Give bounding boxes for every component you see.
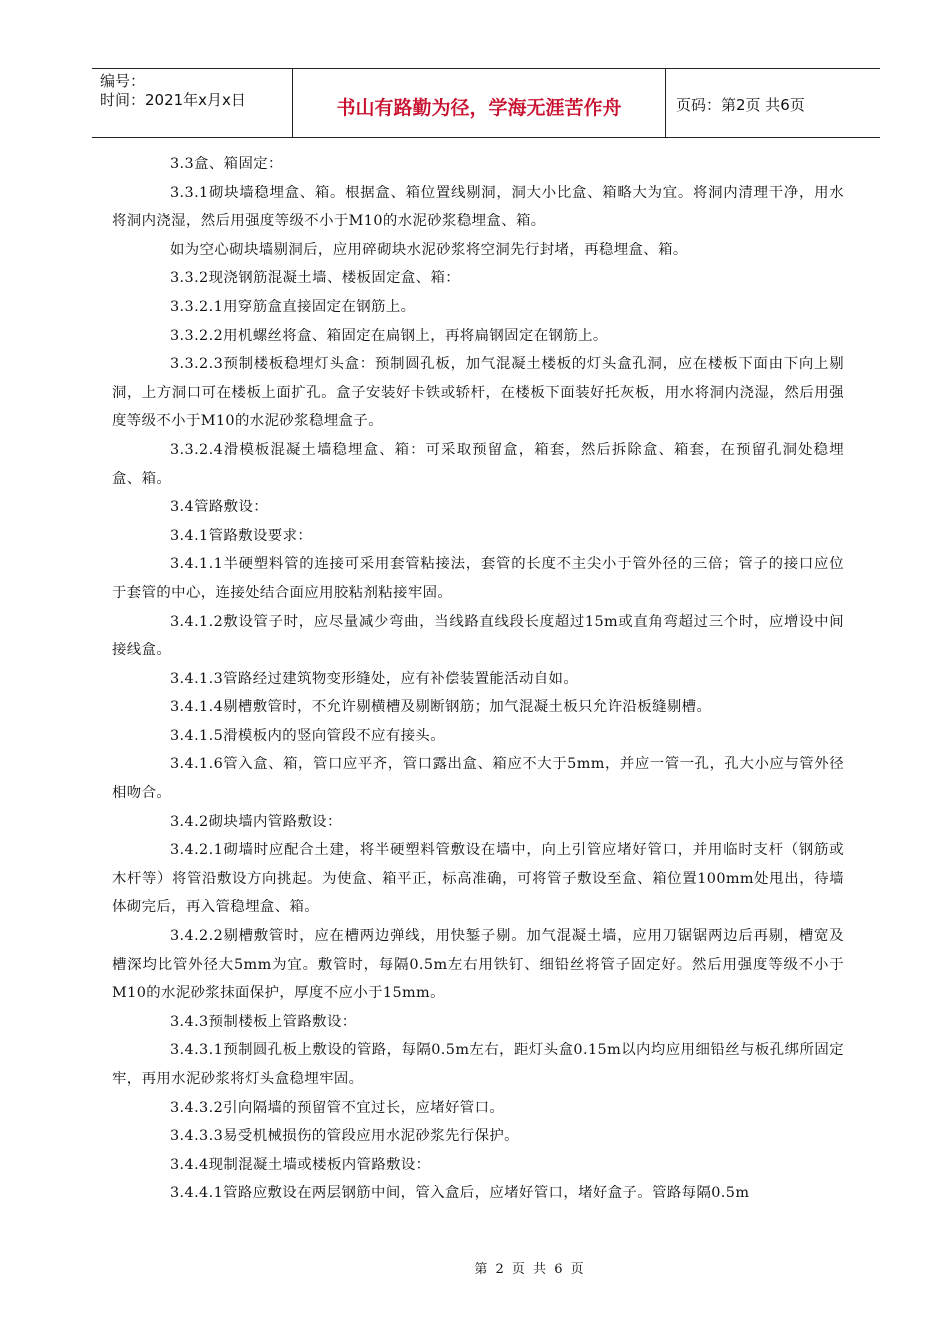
time-label: 时间：2021年x月x日 (100, 91, 246, 109)
page-footer: 第 2 页 共 6 页 (474, 1262, 586, 1277)
paragraph: 3.4.3.3易受机械损伤的管段应用水泥砂浆先行保护。 (170, 1128, 519, 1145)
paragraph: 3.4.1.5滑模板内的竖向管段不应有接头。 (170, 727, 446, 744)
paragraph: 3.3.2现浇钢筋混凝土墙、楼板固定盒、箱： (170, 270, 461, 287)
paragraph: 3.3.2.4滑模板混凝土墙稳埋盒、箱：可采取预留盒，箱套，然后拆除盒、箱套，在预留孔洞处稳埋盒、箱。 (112, 441, 844, 487)
header-meta (100, 72, 246, 110)
paragraph: 3.3.2.1用穿筋盒直接固定在钢筋上。 (170, 298, 416, 315)
paragraph: 3.4.1.3管路经过建筑物变形缝处，应有补偿装置能活动自如。 (170, 670, 579, 687)
paragraph: 3.3.2.2用机螺丝将盒、箱固定在扁钢上，再将扁钢固定在钢筋上。 (170, 327, 608, 344)
paragraph: 如为空心砌块墙剔洞后，应用碎砌块水泥砂浆将空洞先行封堵，再稳埋盒、箱。 (170, 241, 688, 258)
number-label: 编号： (100, 72, 146, 90)
paragraph: 3.3.2.3预制楼板稳埋灯头盒：预制圆孔板，加气混凝土楼板的灯头盒孔洞，应在楼板下面由下向上剔洞，上方洞口可在楼板上面扩孔。盒子安装好卡铁或轿杆，在楼板下面装好托灰板，用水将洞内浇湿，然后用强度等级不小于M10的水泥砂浆稳埋盒子。 (112, 356, 844, 430)
paragraph: 3.3盒、箱固定： (170, 156, 283, 172)
header-motto: 书山有路勤为径，学海无涯苦作舟 (336, 97, 622, 119)
paragraph: 3.4.3.1预制圆孔板上敷设的管路，每隔0.5m左右，距灯头盒0.15m以内均应用细铅丝与板孔绑所固定牢，再用水泥砂浆将灯头盒稳埋牢固。 (112, 1042, 844, 1087)
paragraph: 3.3.1砌块墙稳埋盒、箱。根据盒、箱位置线剔洞，洞大小比盒、箱略大为宜。将洞内清理干净，用水将洞内浇湿，然后用强度等级不小于M10的水泥砂浆稳埋盒、箱。 (112, 184, 844, 230)
paragraph: 3.4.2.2剔槽敷管时，应在槽两边弹线，用快錾子剔。加气混凝土墙，应用刀锯锯两边后再剔，槽宽及槽深均比管外径大5mm为宜。敷管时，每隔0.5m左右用铁钉、细铅丝将管子固定好。然后用强度等级不小于M10的水泥砂浆抹面保护，厚度不应小于15mm。 (112, 928, 844, 1002)
paragraph: 3.4.2砌块墙内管路敷设： (170, 813, 342, 830)
paragraph: 3.4.3预制楼板上管路敷设： (170, 1013, 357, 1030)
paragraph: 3.4.1.2敷设管子时，应尽量减少弯曲，当线路直线段长度超过15m或直角弯超过三个时，应增设中间接线盒。 (112, 613, 844, 659)
paragraph: 3.4管路敷设： (170, 499, 269, 516)
paragraph: 3.4.4现制混凝土墙或楼板内管路敷设： (170, 1156, 431, 1173)
header-page-info: 页码：第2页 共6页 (676, 96, 805, 114)
paragraph: 3.4.3.2引向隔墙的预留管不宜过长，应堵好管口。 (170, 1099, 505, 1116)
header-divider (665, 69, 666, 137)
paragraph: 3.4.1.4剔槽敷管时，不允许剔横槽及剔断钢筋；加气混凝土板只允许沿板缝剔槽。 (170, 699, 712, 716)
paragraph: 3.4.4.1管路应敷设在两层钢筋中间，管入盒后，应堵好管口，堵好盒子。管路每隔0.5m (170, 1185, 750, 1202)
paragraph: 3.4.1.1半硬塑料管的连接可采用套管粘接法，套管的长度不主尖小于管外径的三倍；管子的接口应位于套管的中心，连接处结合面应用胶粘剂粘接牢固。 (112, 556, 844, 601)
paragraph: 3.4.1管路敷设要求： (170, 527, 313, 544)
paragraph: 3.4.2.1砌墙时应配合土建，将半硬塑料管敷设在墙中，向上引管应堵好管口，并用临时支杆（钢筋或木杆等）将管沿敷设方向挑起。为使盒、箱平正，标高准确，可将管子敷设至盒、箱位置100mm处甩出，待墙体砌完后，再入管稳埋盒、箱。 (112, 842, 844, 916)
header-table (92, 68, 880, 138)
document-body (112, 150, 844, 1208)
paragraph: 3.4.1.6管入盒、箱，管口应平齐，管口露出盒、箱应不大于5mm，并应一管一孔，孔大小应与管外径相吻合。 (112, 756, 844, 802)
